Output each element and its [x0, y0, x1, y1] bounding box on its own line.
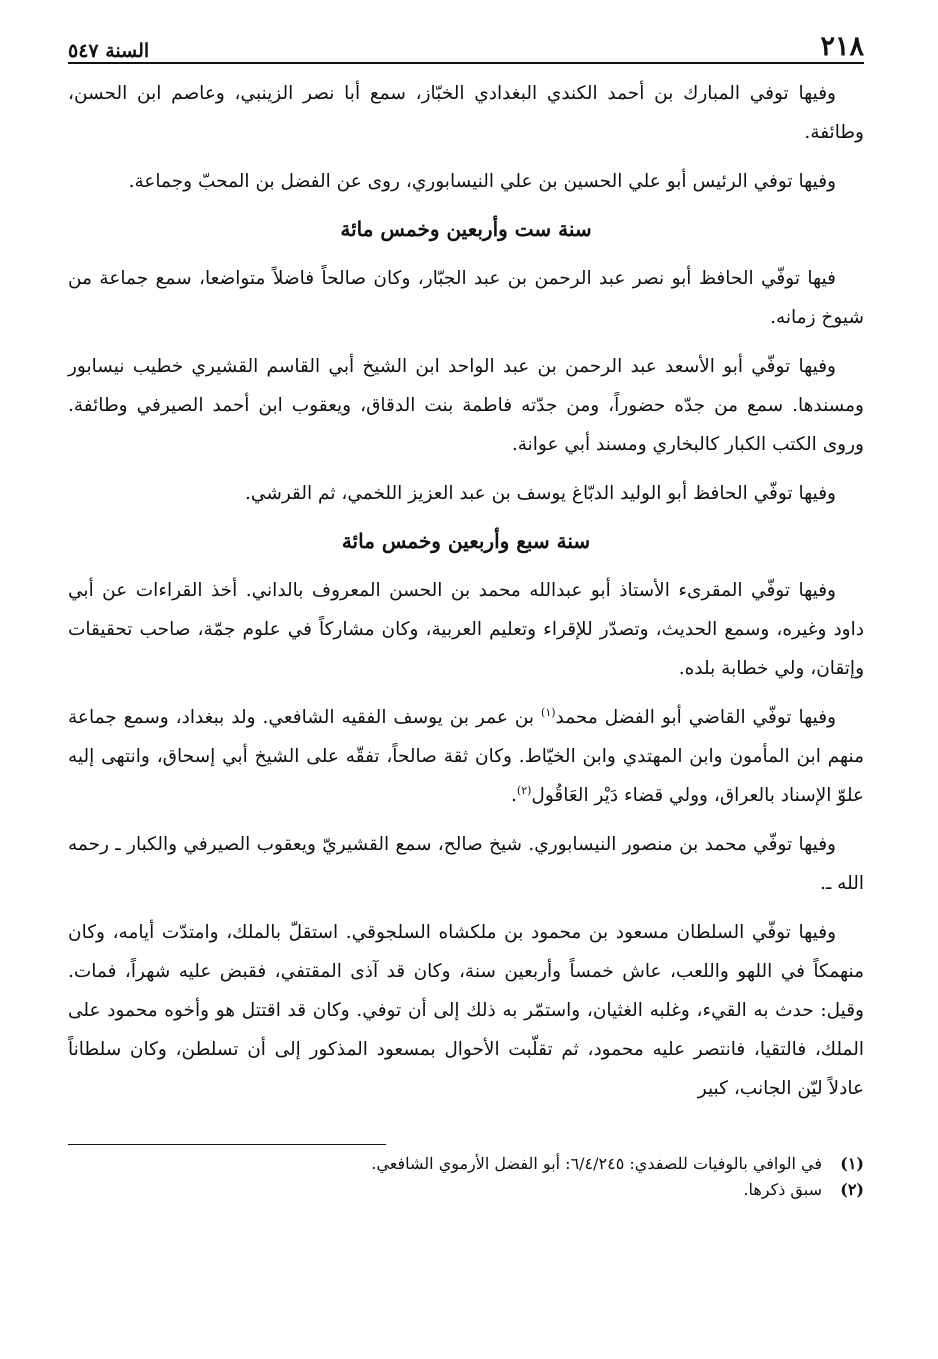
paragraph-text: بن عمر بن يوسف الفقيه الشافعي. ولد ببغداد، وسمع جماعة منهم ابن المأمون وابن المهتدي وابن الخيّاط. وكان ثقة صالحاً، تفقّه على الشيخ أبي إسحاق، وانتهى إليه علوّ الإسناد بالعراق، وولي قضاء دَيْر العَاقُول	[68, 707, 864, 806]
book-page	[68, 24, 864, 1359]
header-rule	[68, 62, 864, 64]
section-heading: سنة ست وأربعين وخمس مائة	[340, 217, 592, 241]
footnote-number: (٢)	[840, 1180, 864, 1199]
paragraph: وفيها توفي الرئيس أبو علي الحسين بن علي النيسابوري، روى عن الفضل بن المحبّ وجماعة.	[128, 171, 836, 192]
footnote-separator-wrap	[68, 1118, 864, 1151]
footnote-number: (١)	[840, 1154, 864, 1173]
paragraph: وفيها توفّي الحافظ أبو الوليد الدبّاغ يوسف بن عبد العزيز اللخمي، ثم القرشي.	[245, 483, 836, 504]
paragraph-text: .	[511, 785, 517, 806]
footnote-ref[interactable]: (٢)	[516, 783, 532, 797]
page-number: ٢١٨	[820, 31, 864, 62]
paragraph-text: وفيها توفّي القاضي أبو الفضل محمد	[555, 707, 836, 728]
paragraph: وفيها توفّي المقرىء الأستاذ أبو عبدالله محمد بن الحسن المعروف بالداني. أخذ القراءات عن أبي داود وغيره، وسمع الحديث، وتصدّر للإقراء وتعليم العربية، وكان مشاركاً في علوم جمّة، صاحب تحقيقات وإتقان، ولي خطابة بلده.	[68, 580, 864, 679]
paragraph: وفيها توفّي محمد بن منصور النيسابوري. شيخ صالح، سمع القشيريّ ويعقوب الصيرفي والكبار ـ رحمه الله ـ.	[68, 834, 864, 894]
running-head: السنة ٥٤٧	[68, 40, 150, 62]
page-header	[68, 24, 864, 62]
main-text	[68, 74, 864, 1108]
footnote-text: سبق ذكرها.	[743, 1180, 822, 1199]
paragraph: فيها توفّي الحافظ أبو نصر عبد الرحمن بن عبد الجبّار، وكان صالحاً فاضلاً متواضعا، سمع جماعة من شيوخ زمانه.	[68, 268, 864, 328]
paragraph: وفيها توفّي أبو الأسعد عبد الرحمن بن عبد الواحد ابن الشيخ أبي القاسم القشيري خطيب نيسابور ومسندها. سمع من جدّه حضوراً، ومن جدّته فاطمة بنت الدقاق، ويعقوب ابن أحمد الصيرفي وطائفة. وروى الكتب الكبار كالبخاري ومسند أبي عوانة.	[68, 356, 864, 455]
footnote	[68, 1151, 864, 1177]
paragraph	[68, 698, 864, 815]
paragraph: وفيها توفّي السلطان مسعود بن محمود بن ملكشاه السلجوقي. استقلّ بالملك، وامتدّت أيامه، وكان منهمكاً في اللهو واللعب، عاش خمساً وأربعين سنة، وكان قد آذى المقتفي، فقبض عليه شهراً، فمات. وقيل: حدث به القيء، وغلبه الغثيان، واستمّر به ذلك إلى أن توفي. وكان قد اقتتل هو وأخوه محمود على الملك، فالتقيا، فانتصر عليه محمود، ثم تقلّبت الأحوال بمسعود المذكور إلى أن تسلطن، وكان سلطاناً عادلاً ليّن الجانب، كبير	[68, 922, 864, 1099]
footnote-text: في الوافي بالوفيات للصفدي: ٦/٤/٢٤٥: أبو الفضل الأرموي الشافعي.	[371, 1154, 822, 1173]
footnote-ref[interactable]: (١)	[541, 705, 556, 719]
footnote-separator	[68, 1144, 386, 1145]
footnotes	[68, 1151, 864, 1203]
paragraph: وفيها توفي المبارك بن أحمد الكندي البغدادي الخبّاز، سمع أبا نصر الزينبي، وعاصم ابن الحسن، وطائفة.	[68, 83, 864, 143]
section-heading: سنة سبع وأربعين وخمس مائة	[341, 529, 591, 553]
footnote	[68, 1177, 864, 1203]
